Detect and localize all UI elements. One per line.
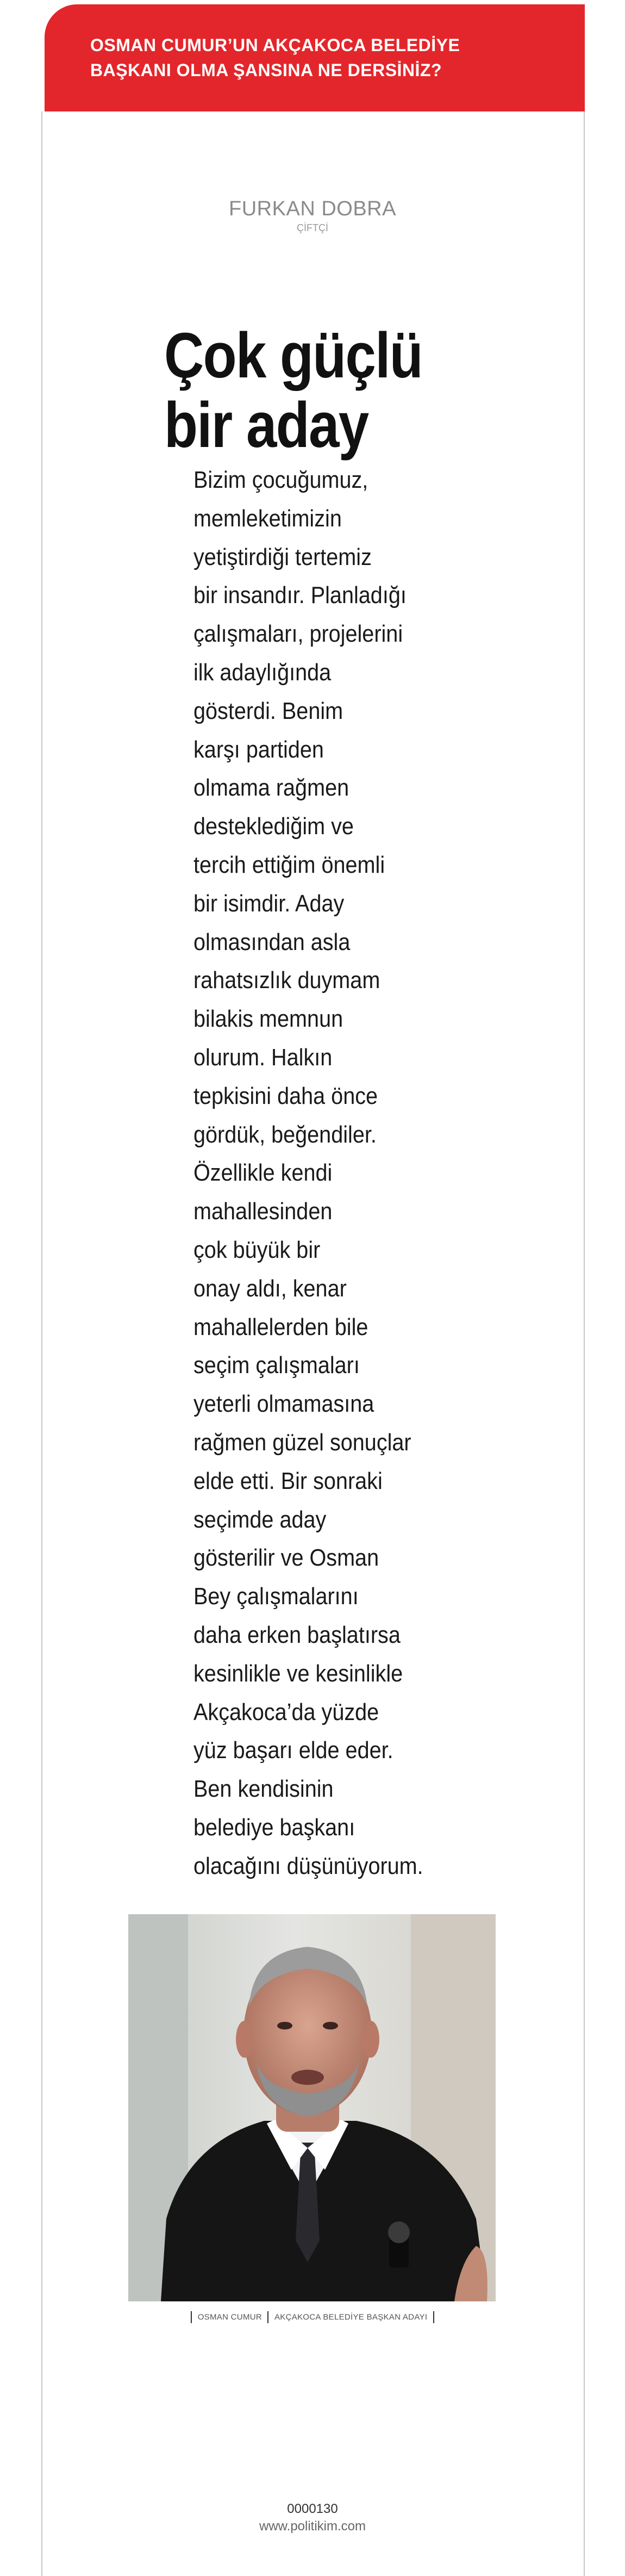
footer-code: 0000130	[287, 2501, 338, 2516]
caption-name: OSMAN CUMUR	[197, 2312, 262, 2322]
body-line: yetiştirdiği tertemiz	[193, 543, 372, 570]
body-line: kesinlikle ve kesinlikle	[193, 1660, 403, 1687]
header-banner	[45, 4, 585, 111]
caption-title: AKÇAKOCA BELEDİYE BAŞKAN ADAYI	[274, 2312, 428, 2322]
body-line: gördük, beğendiler.	[193, 1121, 377, 1148]
body-line: rahatsızlık duymam	[193, 967, 380, 994]
body-line: onay aldı, kenar	[193, 1275, 347, 1302]
photo-caption	[0, 2311, 625, 2323]
body-line: bir insandır. Planladığı	[193, 582, 407, 609]
body-line: yüz başarı elde eder.	[193, 1737, 393, 1764]
body-line: olacağını düşünüyorum.	[193, 1852, 423, 1879]
body-line: Akçakoca’da yüzde	[193, 1698, 379, 1725]
body-line: seçim çalışmaları	[193, 1352, 360, 1379]
body-line: olmama rağmen	[193, 774, 349, 802]
body-line: karşı partiden	[193, 736, 324, 763]
author-role: ÇİFTÇİ	[297, 222, 328, 233]
body-line: belediye başkanı	[193, 1814, 355, 1841]
body-line: mahallesinden	[193, 1198, 333, 1225]
body-line: Bizim çocuğumuz,	[193, 467, 368, 493]
banner-title: OSMAN CUMUR’UN AKÇAKOCA BELEDİYE BAŞKANI OLMA ŞANSINA NE DERSİNİZ?	[90, 35, 460, 80]
article-headline: Çok güçlü bir aday	[164, 320, 423, 461]
body-line: memleketimizin	[193, 505, 342, 532]
body-line: Ben kendisinin	[193, 1776, 334, 1803]
portrait-illustration	[128, 1914, 496, 2301]
caption-divider	[267, 2311, 268, 2323]
article-body	[193, 461, 423, 1885]
body-line: ilk adaylığında	[193, 659, 332, 686]
body-line: desteklediğim ve	[193, 813, 354, 840]
left-frame-line	[41, 111, 42, 2576]
body-line: olurum. Halkın	[193, 1044, 333, 1071]
portrait-photo	[128, 1914, 496, 2301]
body-line: daha erken başlatırsa	[193, 1621, 401, 1648]
body-line: Bey çalışmalarını	[193, 1583, 359, 1610]
body-line: tepkisini daha önce	[193, 1082, 378, 1109]
caption-divider	[191, 2311, 192, 2323]
body-line: bilakis memnun	[193, 1005, 343, 1033]
footer-url-link[interactable]: www.politikim.com	[259, 2519, 366, 2534]
author-block	[0, 197, 625, 234]
right-frame-line	[584, 111, 585, 2576]
body-line: gösterdi. Benim	[193, 697, 343, 724]
body-line: yeterli olmamasına	[193, 1391, 374, 1418]
body-line: elde etti. Bir sonraki	[193, 1467, 383, 1494]
body-line: seçimde aday	[193, 1506, 327, 1533]
body-line: bir isimdir. Aday	[193, 890, 345, 917]
body-line: çok büyük bir	[193, 1236, 321, 1263]
body-line: Özellikle kendi	[193, 1159, 333, 1187]
body-line: rağmen güzel sonuçlar	[193, 1429, 411, 1456]
page-footer	[0, 2500, 625, 2535]
body-line: çalışmaları, projelerini	[193, 620, 403, 648]
caption-divider	[433, 2311, 434, 2323]
author-name: FURKAN DOBRA	[229, 197, 396, 220]
body-line: gösterilir ve Osman	[193, 1544, 379, 1572]
body-line: tercih ettiğim önemli	[193, 851, 385, 878]
body-line: mahallelerden bile	[193, 1313, 368, 1340]
body-line: olmasından asla	[193, 928, 351, 955]
